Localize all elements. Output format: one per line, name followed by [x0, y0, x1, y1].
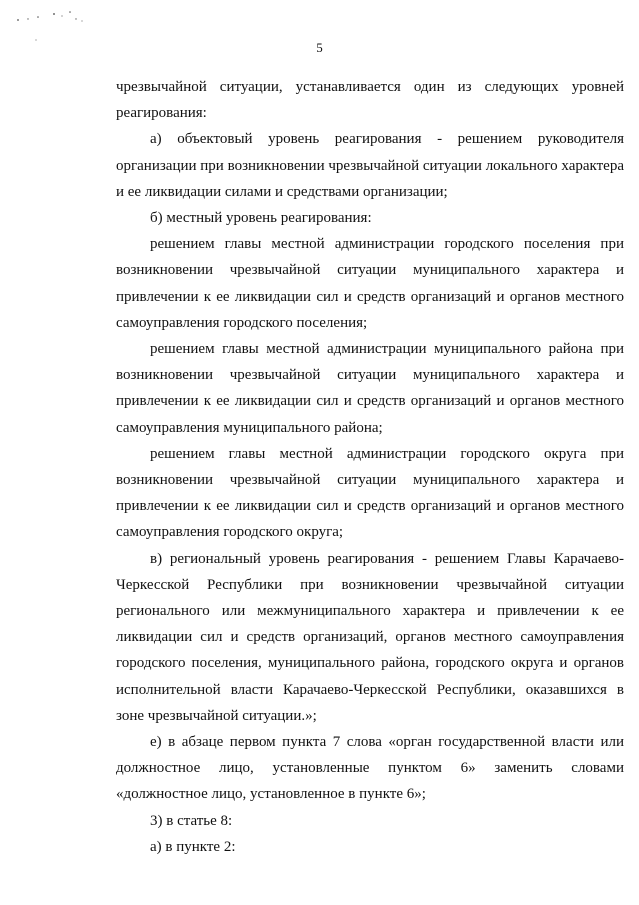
document-body: [116, 74, 624, 860]
page-number: 5: [316, 40, 323, 55]
paragraph-municipal-district: решением главы местной администрации муниципального района при возникновении чрезвычайной ситуации муниципального характера и привлечении к ее ликвидации сил и средств организаций и органов местного самоуправления муниципального района;: [116, 341, 624, 436]
paragraph-continuation: чрезвычайной ситуации, устанавливается один из следующих уровней реагирования:: [116, 79, 624, 122]
paragraph-point-2: а) в пункте 2:: [150, 838, 236, 855]
paragraph-item-a: а) объектовый уровень реагирования - решением руководителя организации при возникновении чрезвычайной ситуации локального характера и ее ликвидации силами и средствами организации;: [116, 131, 624, 200]
paragraph-item-b: б) местный уровень реагирования:: [150, 210, 372, 227]
paragraph-urban-district: решением главы местной администрации городского округа при возникновении чрезвычайной ситуации муниципального характера и привлечении к ее ликвидации сил и средств организаций и органов местного самоуправления городского округа;: [116, 445, 624, 541]
paragraph-urban-settlement: решением главы местной администрации городского поселения при возникновении чрезвычайной ситуации муниципального характера и привлечении к ее ликвидации сил и средств организаций и органов местного самоуправления городского поселения;: [116, 236, 624, 331]
paragraph-article-8: 3) в статье 8:: [150, 812, 233, 829]
paragraph-item-v: в) региональный уровень реагирования - решением Главы Карачаево-Черкесской Республики при возникновении чрезвычайной ситуации регионального или межмуниципального характера и привлечении к ее ликвидации сил и средств организаций, органов местного самоуправления городского поселения, муниципального района, городского округа и органов исполнительной власти Карачаево-Черкесской Республики, оказавшихся в зоне чрезвычайной ситуации.»;: [116, 550, 624, 724]
paragraph-item-e: е) в абзаце первом пункта 7 слова «орган государственной власти или должностное лицо, установленные пунктом 6» заменить словами «должностное лицо, установленное в пункте 6»;: [116, 734, 624, 803]
